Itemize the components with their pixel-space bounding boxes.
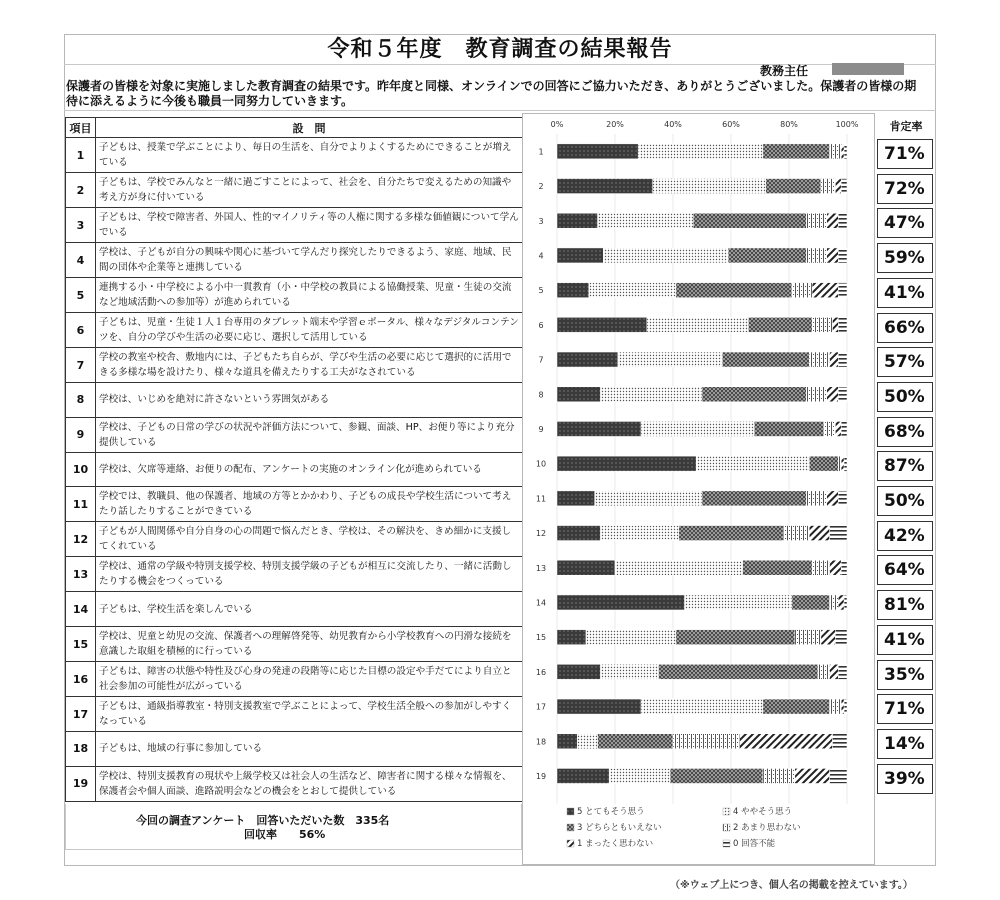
affirmative-rate: 66% <box>877 313 933 343</box>
affirmative-rate: 71% <box>877 139 933 169</box>
bar-segment <box>844 595 847 610</box>
bar-segment <box>557 699 641 714</box>
legend-label: 4 ややそう思う <box>733 807 793 817</box>
bar-segment <box>827 387 839 402</box>
bar-segment <box>557 456 696 471</box>
col-header-rate: 肯定率 <box>889 120 923 133</box>
bar-segment <box>806 491 826 506</box>
bar-segment <box>676 283 792 298</box>
affirmative-rate: 50% <box>877 382 933 412</box>
bar-segment <box>830 595 839 610</box>
bar-segment <box>812 560 829 575</box>
legend-label: 0 回答不能 <box>733 839 776 849</box>
bar-segment <box>589 283 676 298</box>
bar-segment <box>676 630 795 645</box>
question-row <box>66 557 523 592</box>
question-text: 子どもが人間関係や自分自身の心の問題で悩んだとき、学校は、その解決を、きめ細かに支援してくれている <box>96 522 523 557</box>
bar-segment <box>586 630 676 645</box>
question-text: 学校は、児童と幼児の交流、保護者への理解啓発等、幼児教育から小学校教育への円滑な接続を意識した取組を積極的に行っている <box>96 627 523 662</box>
question-row <box>66 662 523 697</box>
legend-label: 3 どちらともいえない <box>577 823 662 833</box>
x-tick-label: 100% <box>835 120 859 129</box>
bar-segment <box>830 560 842 575</box>
question-text: 学校の教室や校舎、敷地内には、子どもたち自らが、学びや生活の必要に応じて選択的に活用できる多様な場を設けたり、様々な道具を備えたりする工夫がなされている <box>96 348 523 383</box>
question-text: 子どもは、学校で障害者、外国人、性的マイノリティ等の人権に関する多様な価値観について学んでいる <box>96 208 523 243</box>
question-text: 学校は、特別支援教育の現状や上級学校又は社会人の生活など、障害者に関する様々な情報を、保護者会や個人面談、進路説明会などの機会をとおして提供している <box>96 766 523 801</box>
x-tick-label: 40% <box>664 120 682 129</box>
bar-segment <box>841 144 844 159</box>
bar-segment <box>641 699 763 714</box>
affirmative-rate: 59% <box>877 243 933 273</box>
bar-segment <box>838 352 847 367</box>
bar-segment <box>702 387 806 402</box>
bar-segment <box>841 421 847 436</box>
question-text: 子どもは、授業で学ぶことにより、毎日の生活を、自分でよりよくするためにできることが増えている <box>96 138 523 173</box>
bar-segment <box>601 664 659 679</box>
bar-segment <box>670 768 763 783</box>
legend-label: 1 まったく思わない <box>577 839 654 849</box>
bar-segment <box>557 595 685 610</box>
bar-segment <box>740 734 833 749</box>
bar-segment <box>827 491 839 506</box>
bar-segment <box>838 248 847 263</box>
category-label: 14 <box>535 598 547 608</box>
legend-label: 2 あまり思わない <box>733 823 801 833</box>
question-row <box>66 383 523 418</box>
bar-segment <box>835 630 847 645</box>
affirmative-rate: 87% <box>877 451 933 481</box>
bar-segment <box>557 352 618 367</box>
legend-swatch <box>567 840 574 847</box>
question-number: 12 <box>66 522 96 557</box>
bar-segment <box>557 734 577 749</box>
bar-segment <box>557 213 598 228</box>
category-label: 1 <box>538 147 544 157</box>
affirmative-rate: 14% <box>877 729 933 759</box>
category-label: 3 <box>538 216 544 226</box>
question-row <box>66 313 523 348</box>
bar-segment <box>618 352 722 367</box>
bar-segment <box>830 664 839 679</box>
bar-segment <box>598 734 673 749</box>
question-text: 学校では、教職員、他の保護者、地域の方等とかかわり、子どもの成長や学校生活について考えたり話したりすることができている <box>96 487 523 522</box>
bar-segment <box>693 213 806 228</box>
response-rate: 回収率 56% <box>244 828 326 841</box>
bar-segment <box>603 248 728 263</box>
affirmative-rate: 39% <box>877 764 933 794</box>
category-label: 15 <box>535 633 547 643</box>
bar-segment <box>838 456 841 471</box>
divider <box>64 110 936 111</box>
x-tick-label: 60% <box>722 120 740 129</box>
question-text: 子どもは、学校生活を楽しんでいる <box>96 592 523 627</box>
question-row <box>66 732 523 767</box>
bar-segment <box>673 734 740 749</box>
affirmative-rate: 35% <box>877 660 933 690</box>
bar-segment <box>821 179 836 194</box>
question-row <box>66 173 523 208</box>
bar-segment <box>830 699 842 714</box>
category-label: 13 <box>535 563 547 573</box>
role-label: 教務主任 <box>760 64 809 78</box>
question-number: 15 <box>66 627 96 662</box>
question-row <box>66 452 523 487</box>
question-text: 子どもは、地域の行事に参加している <box>96 732 523 767</box>
question-text: 学校は、欠席等連絡、お便りの配布、アンケートの実施のオンライン化が進められている <box>96 452 523 487</box>
bar-segment <box>844 144 847 159</box>
bar-segment <box>557 526 601 541</box>
bar-segment <box>806 387 826 402</box>
affirmative-rate: 47% <box>877 208 933 238</box>
category-label: 8 <box>538 390 544 400</box>
affirmative-rate: 41% <box>877 278 933 308</box>
question-row <box>66 697 523 732</box>
legend-swatch <box>723 840 730 847</box>
question-number: 4 <box>66 243 96 278</box>
bar-segment <box>838 664 847 679</box>
col-header-question: 設 問 <box>96 118 523 138</box>
question-text: 学校は、いじめを絶対に許さないという雰囲気がある <box>96 383 523 418</box>
question-number: 7 <box>66 348 96 383</box>
bar-segment <box>722 352 809 367</box>
x-tick-label: 80% <box>780 120 798 129</box>
bar-segment <box>809 526 829 541</box>
page-title: 令和５年度 教育調査の結果報告 <box>64 34 936 65</box>
category-label: 4 <box>538 251 544 261</box>
question-text: 連携する小・中学校による小中一貫教育（小・中学校の教員による協働授業、児童・生徒の交流など地域活動への参加等）が進められている <box>96 278 523 313</box>
intro-text: 保護者の皆様を対象に実施しました教育調査の結果です。昨年度と同様、オンラインでの回答にご協力いただき、ありがとうございました。保護者の皆様の期待に添えるように今後も職員一同努力していきます。 <box>66 79 917 108</box>
question-number: 10 <box>66 452 96 487</box>
redacted-name-block <box>832 63 904 75</box>
bar-segment <box>830 768 847 783</box>
bar-segment <box>809 352 829 367</box>
bar-segment <box>748 317 812 332</box>
bar-segment <box>830 352 839 367</box>
bar-segment <box>838 595 844 610</box>
bar-segment <box>615 560 743 575</box>
question-table <box>65 117 523 802</box>
question-number: 13 <box>66 557 96 592</box>
bar-segment <box>557 491 595 506</box>
bar-segment <box>806 248 826 263</box>
bar-segment <box>659 664 819 679</box>
question-number: 18 <box>66 732 96 767</box>
question-row <box>66 278 523 313</box>
bar-segment <box>647 317 749 332</box>
bar-segment <box>679 526 783 541</box>
question-row <box>66 243 523 278</box>
bar-segment <box>841 560 847 575</box>
question-text: 学校は、子どもの日常の学びの状況や評価方法について、参観、面談、HP、お便り等により充分提供している <box>96 417 523 452</box>
question-number: 5 <box>66 278 96 313</box>
bar-segment <box>844 699 847 714</box>
bar-segment <box>696 456 809 471</box>
category-label: 19 <box>535 771 547 781</box>
bar-segment <box>812 283 838 298</box>
affirmative-rate: 81% <box>877 590 933 620</box>
category-label: 9 <box>538 424 544 434</box>
stacked-bar-chart <box>522 113 875 865</box>
bar-segment <box>557 630 586 645</box>
question-number: 3 <box>66 208 96 243</box>
legend-swatch <box>567 824 574 831</box>
question-text: 学校は、通常の学級や特別支援学校、特別支援学級の子どもが相互に交流したり、一緒に活動したりする機会をつくっている <box>96 557 523 592</box>
bar-segment <box>783 526 809 541</box>
question-row <box>66 138 523 173</box>
bar-segment <box>641 421 754 436</box>
bar-segment <box>821 630 836 645</box>
question-row <box>66 766 523 801</box>
footnote: （※ウェブ上につき、個人名の掲載を控えています。） <box>670 880 913 891</box>
category-label: 10 <box>535 459 547 469</box>
question-number: 19 <box>66 766 96 801</box>
bar-segment <box>844 456 847 471</box>
question-number: 14 <box>66 592 96 627</box>
bar-segment <box>841 699 844 714</box>
bar-segment <box>638 144 763 159</box>
bar-segment <box>838 283 847 298</box>
bar-segment <box>702 491 806 506</box>
bar-segment <box>792 595 830 610</box>
response-count: 今回の調査アンケート 回答いただいた数 335名 <box>136 814 390 827</box>
question-row <box>66 522 523 557</box>
question-number: 16 <box>66 662 96 697</box>
question-text: 学校は、子どもが自分の興味や関心に基づいて学んだり探究したりできるよう、家庭、地域、民間の団体や企業等と連携している <box>96 243 523 278</box>
question-text: 子どもは、児童・生徒１人１台専用のタブレット端末や学習ｅポータル、様々なデジタルコンテンツを、自分の学びや生活の必要に応じ、選択して活用している <box>96 313 523 348</box>
bar-segment <box>818 664 830 679</box>
question-row <box>66 348 523 383</box>
question-number: 6 <box>66 313 96 348</box>
category-label: 6 <box>538 320 544 330</box>
bar-segment <box>577 734 597 749</box>
affirmative-rate: 71% <box>877 694 933 724</box>
bar-segment <box>595 491 702 506</box>
affirmative-rate: 57% <box>877 347 933 377</box>
bar-segment <box>598 213 694 228</box>
question-row <box>66 592 523 627</box>
bar-segment <box>824 421 836 436</box>
bar-segment <box>557 248 603 263</box>
bar-segment <box>812 317 832 332</box>
question-text: 子どもは、障害の状態や特性及び心身の発達の段階等に応じた目標の設定や手だてにより自立と社会参加の可能性が広がっている <box>96 662 523 697</box>
bar-segment <box>763 699 830 714</box>
bar-segment <box>830 526 847 541</box>
category-label: 17 <box>535 702 547 712</box>
question-row <box>66 627 523 662</box>
bar-segment <box>809 456 838 471</box>
bar-segment <box>557 768 609 783</box>
bar-segment <box>557 283 589 298</box>
question-number: 9 <box>66 417 96 452</box>
bar-segment <box>838 317 847 332</box>
affirmative-rate: 68% <box>877 417 933 447</box>
bar-segment <box>685 595 792 610</box>
bar-segment <box>795 630 821 645</box>
legend-swatch <box>567 808 574 815</box>
bar-segment <box>835 179 841 194</box>
chart-svg <box>523 114 876 866</box>
category-label: 16 <box>535 667 547 677</box>
bar-segment <box>827 213 839 228</box>
bar-segment <box>841 179 847 194</box>
bar-segment <box>557 179 653 194</box>
bar-segment <box>557 664 601 679</box>
legend-swatch <box>723 808 730 815</box>
affirmative-rate: 41% <box>877 625 933 655</box>
bar-segment <box>795 768 830 783</box>
bar-segment <box>653 179 766 194</box>
question-row <box>66 208 523 243</box>
question-number: 11 <box>66 487 96 522</box>
bar-segment <box>838 387 847 402</box>
question-number: 8 <box>66 383 96 418</box>
bar-segment <box>830 144 842 159</box>
bar-segment <box>766 179 821 194</box>
legend-label: 5 とてもそう思う <box>577 807 645 817</box>
affirmative-rate: 50% <box>877 486 933 516</box>
category-label: 18 <box>535 737 547 747</box>
bar-segment <box>763 144 830 159</box>
category-label: 12 <box>535 529 547 539</box>
bar-segment <box>557 560 615 575</box>
x-tick-label: 20% <box>606 120 624 129</box>
affirmative-rate: 72% <box>877 174 933 204</box>
question-number: 17 <box>66 697 96 732</box>
category-label: 7 <box>538 355 544 365</box>
bar-segment <box>806 213 826 228</box>
bar-segment <box>841 456 844 471</box>
category-label: 11 <box>535 494 547 504</box>
legend-swatch <box>723 824 730 831</box>
bar-segment <box>833 734 848 749</box>
bar-segment <box>827 248 839 263</box>
question-number: 1 <box>66 138 96 173</box>
question-number: 2 <box>66 173 96 208</box>
affirmative-rate: 64% <box>877 555 933 585</box>
bar-segment <box>838 491 847 506</box>
bar-segment <box>763 768 795 783</box>
bar-segment <box>833 317 839 332</box>
bar-segment <box>754 421 824 436</box>
question-row <box>66 417 523 452</box>
bar-segment <box>728 248 806 263</box>
affirmative-rate: 42% <box>877 521 933 551</box>
bar-segment <box>838 213 847 228</box>
question-text: 子どもは、通級指導教室・特別支援教室で学ぶことによって、学校生活全般への参加がしやすくなっている <box>96 697 523 732</box>
category-label: 5 <box>538 286 544 296</box>
bar-segment <box>609 768 670 783</box>
category-label: 2 <box>538 182 544 192</box>
survey-summary <box>65 804 522 850</box>
bar-segment <box>743 560 813 575</box>
question-text: 子どもは、学校でみんなと一緒に過ごすことによって、社会を、自分たちで変えるための知識や考え方が身に付いている <box>96 173 523 208</box>
bar-segment <box>557 387 601 402</box>
x-tick-label: 0% <box>550 120 564 129</box>
bar-segment <box>557 421 641 436</box>
bar-segment <box>835 421 841 436</box>
bar-segment <box>557 317 647 332</box>
bar-segment <box>557 144 638 159</box>
col-header-item: 項目 <box>66 118 96 138</box>
bar-segment <box>792 283 812 298</box>
bar-segment <box>601 526 679 541</box>
question-row <box>66 487 523 522</box>
bar-segment <box>601 387 703 402</box>
